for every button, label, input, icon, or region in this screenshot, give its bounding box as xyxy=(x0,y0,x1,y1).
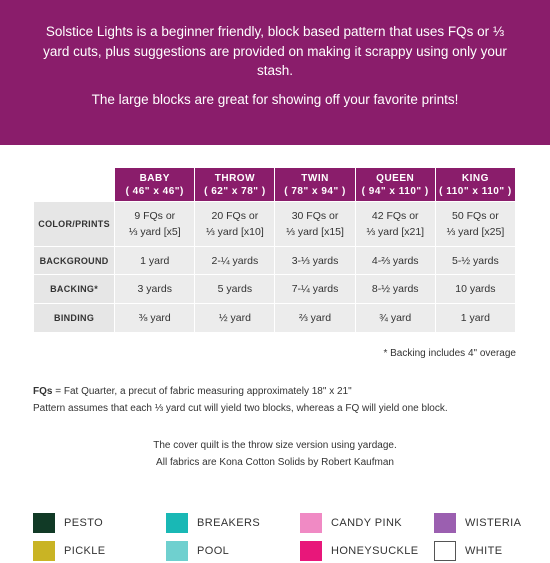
size-header-throw xyxy=(195,168,274,201)
size-dims: ( 78" x 94" ) xyxy=(284,185,346,197)
swatch-box xyxy=(300,513,322,533)
swatch-box xyxy=(166,541,188,561)
fq-definition: = Fat Quarter, a precut of fabric measuring approximately 18" x 21" xyxy=(52,386,352,397)
size-name: KING xyxy=(461,172,489,184)
table-cell: 2-¼ yards xyxy=(195,247,274,274)
cell-line: ⅓ yard [x5] xyxy=(128,226,181,238)
intro-banner xyxy=(0,0,550,145)
swatch-label: PESTO xyxy=(64,517,104,529)
table-cell: 7-¼ yards xyxy=(275,275,354,303)
table-cell: ½ yard xyxy=(195,304,274,332)
size-name: BABY xyxy=(139,172,170,184)
table-row-binding xyxy=(34,304,515,332)
row-label: BACKGROUND xyxy=(34,247,114,274)
size-header-baby xyxy=(115,168,194,201)
fq-notes xyxy=(33,383,448,417)
swatch-honeysuckle xyxy=(300,541,419,561)
swatch-label: CANDY PINK xyxy=(331,517,403,529)
swatch-white xyxy=(434,541,502,561)
size-dims: ( 110" x 110" ) xyxy=(439,185,512,197)
fabric-requirements-table xyxy=(33,167,516,333)
table-row-backing xyxy=(34,275,515,303)
swatch-box xyxy=(33,541,55,561)
swatch-pesto xyxy=(33,513,103,533)
cover-notes xyxy=(0,437,550,471)
table-cell: ¾ yard xyxy=(356,304,435,332)
table-cell xyxy=(275,202,354,246)
swatch-breakers xyxy=(166,513,260,533)
cell-line: 9 FQs or xyxy=(134,210,176,222)
fq-definition-line xyxy=(33,383,448,400)
swatch-row-1 xyxy=(0,513,550,535)
fq-abbreviation: FQs xyxy=(33,386,53,397)
swatch-box xyxy=(33,513,55,533)
table-row-background xyxy=(34,247,515,274)
table-cell: 3 yards xyxy=(115,275,194,303)
size-name: THROW xyxy=(214,172,256,184)
size-header-twin xyxy=(275,168,354,201)
table-cell: ⅜ yard xyxy=(115,304,194,332)
table-cell: 3-⅓ yards xyxy=(275,247,354,274)
cover-line-2: All fabrics are Kona Cotton Solids by Robert Kaufman xyxy=(156,457,394,468)
cell-line: 42 FQs or xyxy=(371,210,419,222)
size-dims: ( 94" x 110" ) xyxy=(361,185,429,197)
table-cell: 1 yard xyxy=(436,304,515,332)
swatch-box xyxy=(434,541,456,561)
table-cell: 8-½ yards xyxy=(356,275,435,303)
header-corner xyxy=(34,168,114,201)
cell-line: 20 FQs or xyxy=(211,210,259,222)
table-cell: ⅔ yard xyxy=(275,304,354,332)
table-header-row xyxy=(34,168,515,201)
swatch-box xyxy=(434,513,456,533)
row-label: BINDING xyxy=(34,304,114,332)
row-label: BACKING* xyxy=(34,275,114,303)
swatch-label: HONEYSUCKLE xyxy=(331,545,419,557)
cell-line: ⅓ yard [x10] xyxy=(206,226,264,238)
swatch-pool xyxy=(166,541,229,561)
swatch-label: BREAKERS xyxy=(197,517,261,529)
table-cell xyxy=(195,202,274,246)
swatch-row-2 xyxy=(0,541,550,563)
table-cell: 1 yard xyxy=(115,247,194,274)
cell-line: 50 FQs or xyxy=(452,210,499,222)
size-dims: ( 62" x 78" ) xyxy=(204,185,266,197)
table-cell: 10 yards xyxy=(436,275,515,303)
size-header-king xyxy=(436,168,515,201)
intro-paragraph-1: Solstice Lights is a beginner friendly, block based pattern that uses FQs or ⅓ yard cuts, plus suggestions are provided on making it scrappy using only your stash. xyxy=(43,24,507,78)
cell-line: ⅓ yard [x21] xyxy=(366,226,425,238)
swatch-label: WISTERIA xyxy=(465,517,522,529)
cell-line: 30 FQs or xyxy=(291,210,339,222)
yield-note: Pattern assumes that each ⅓ yard cut will yield two blocks, whereas a FQ will yield one block. xyxy=(33,403,448,414)
table-row-color-prints xyxy=(34,202,515,246)
table-cell xyxy=(436,202,515,246)
size-header-queen xyxy=(356,168,435,201)
swatch-label: PICKLE xyxy=(64,545,106,557)
row-label: COLOR/PRINTS xyxy=(34,202,114,246)
table-cell: 4-⅔ yards xyxy=(356,247,435,274)
swatch-box xyxy=(166,513,188,533)
table-cell xyxy=(115,202,194,246)
swatch-label: POOL xyxy=(197,545,230,557)
swatch-label: WHITE xyxy=(465,545,503,557)
table-cell: 5 yards xyxy=(195,275,274,303)
table-cell xyxy=(356,202,435,246)
cell-line: ⅓ yard [x25] xyxy=(446,226,505,238)
swatch-wisteria xyxy=(434,513,521,533)
cell-line: ⅓ yard [x15] xyxy=(286,226,344,238)
size-dims: ( 46" x 46") xyxy=(125,185,184,197)
size-name: QUEEN xyxy=(376,172,415,184)
table-cell: 5-½ yards xyxy=(436,247,515,274)
backing-footnote: * Backing includes 4" overage xyxy=(383,348,516,359)
cover-line-1: The cover quilt is the throw size version using yardage. xyxy=(153,440,397,451)
intro-paragraph-2: The large blocks are great for showing off your favorite prints! xyxy=(91,92,459,107)
swatch-pickle xyxy=(33,541,106,561)
size-name: TWIN xyxy=(301,172,329,184)
swatch-candy-pink xyxy=(300,513,402,533)
swatch-box xyxy=(300,541,322,561)
